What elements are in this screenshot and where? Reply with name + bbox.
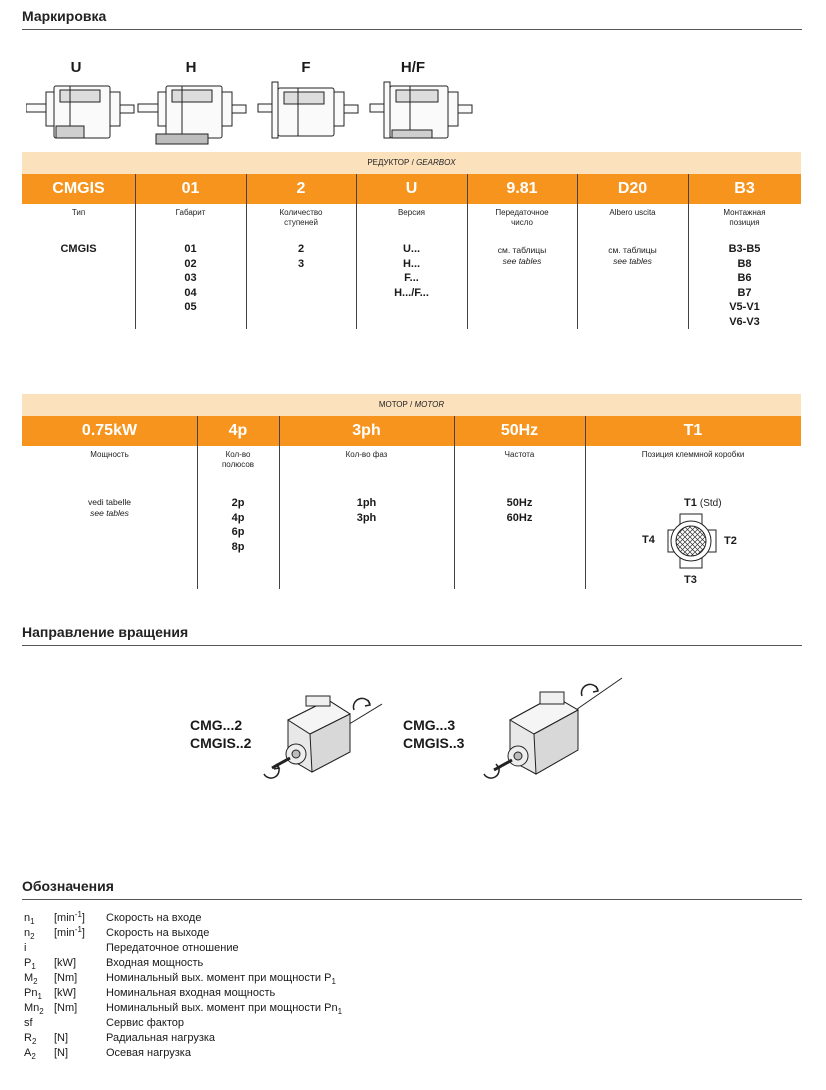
legend-symbol: $R_2$ [24, 1032, 37, 1046]
section-title-rotation: Направление вращения [22, 624, 189, 640]
gearbox-code-shaft: D20 [617, 180, 648, 197]
legend-description: Входная мощность [106, 957, 204, 969]
motor-code-terminal: T1 [683, 422, 703, 439]
section-title-legend: Обозначения [22, 878, 114, 894]
rotation-diagram-three-stage [470, 670, 630, 800]
legend-description: Номинальная входная мощность [106, 987, 276, 999]
terminal-box-diagram [660, 512, 724, 570]
gearbox-values-version: U... H... F... H.../F... [394, 243, 429, 299]
motor-column-separator [585, 416, 586, 589]
gearbox-values-type: CMGIS [60, 243, 97, 255]
gearbox-code-type: CMGIS [52, 180, 105, 197]
motor-power-note: vedi tabelle see tables [87, 497, 131, 518]
legend-symbol: $P_1$ [24, 957, 36, 971]
gearbox-code-size: 01 [181, 180, 200, 197]
variant-label-h: H [185, 59, 197, 76]
variant-label-u: U [70, 59, 82, 76]
terminal-t2-label: T2 [724, 535, 737, 547]
legend-symbol: $Pn_1$ [24, 987, 42, 1001]
motor-code-power: 0.75kW [81, 422, 138, 439]
legend-symbol: $A_2$ [24, 1047, 36, 1061]
legend-unit: $[\min^{-1}]$ [54, 925, 85, 939]
gearbox-values-stages: 2 3 [297, 243, 305, 270]
gearbox-header-mounting: Монтажная позиция [723, 208, 766, 227]
gearbox-header-ratio: Передаточное число [495, 208, 549, 227]
variant-label-f: F [301, 59, 311, 76]
legend-description: Передаточное отношение [106, 942, 239, 954]
gearbox-code-stages: 2 [296, 180, 306, 197]
legend-description: Скорость на выходе [106, 927, 210, 939]
variant-label-hf: H/F [400, 59, 426, 76]
legend-symbol: i [24, 942, 27, 954]
legend-symbol: $M_2$ [24, 972, 38, 986]
gearbox-header-size: Габарит [175, 208, 206, 217]
motor-band-label-en: MOTOR [414, 400, 445, 409]
motor-code-poles: 4p [228, 422, 248, 439]
gearbox-h-drawing [138, 86, 246, 144]
legend-unit: [kW] [54, 987, 76, 999]
rotation-diagram-two-stage [250, 680, 390, 800]
gearbox-code-ratio: 9.81 [506, 180, 538, 197]
gearbox-code-mounting: B3 [734, 180, 755, 197]
legend-symbol: $n_2$ [24, 927, 35, 941]
motor-band: МОТОР / MOTOR [22, 394, 801, 416]
gearbox-code-bar [22, 174, 801, 204]
gearbox-u-drawing [26, 86, 134, 138]
gearbox-hf-drawing [370, 82, 472, 138]
motor-header-phases: Кол-во фаз [345, 450, 388, 459]
legend-unit: $[\min^{-1}]$ [54, 910, 85, 924]
terminal-t1-label: T1 (Std) [684, 497, 722, 509]
legend-description: Скорость на входе [106, 912, 202, 924]
legend-unit: [Nm] [54, 972, 78, 984]
legend-unit: [N] [54, 1032, 69, 1044]
gearbox-values-mounting: B3-B5 B8 B6 B7 V5-V1 V6-V3 [728, 243, 761, 328]
section-divider [22, 29, 802, 30]
legend-unit: [N] [54, 1047, 69, 1059]
legend-description: Радиальная нагрузка [106, 1032, 216, 1044]
section-divider [22, 899, 802, 900]
gearbox-band: РЕДУКТОР / GEARBOX [22, 152, 801, 174]
rotation-label-three-stage: CMG...3 CMGIS..3 [403, 717, 465, 751]
gearbox-values-size: 01 02 03 04 05 [184, 243, 197, 313]
gearbox-code-version: U [405, 180, 418, 197]
motor-values-frequency: 50Hz 60Hz [506, 497, 533, 524]
terminal-t4-label: T4 [642, 534, 655, 546]
legend-description: Сервис фактор [106, 1017, 184, 1029]
section-divider [22, 645, 802, 646]
legend-unit: [kW] [54, 957, 76, 969]
motor-values-poles: 2p 4p 6p 8p [231, 497, 245, 553]
motor-header-terminal: Позиция клеммной коробки [641, 450, 745, 459]
legend-symbol: $n_1$ [24, 912, 35, 926]
gearbox-shaft-note: см. таблицы see tables [608, 245, 657, 266]
legend-description: Номинальный вых. момент при мощности $P_1$ [106, 972, 336, 986]
gearbox-band-label-en: GEARBOX [416, 158, 456, 167]
terminal-t3-label: T3 [684, 574, 697, 586]
legend-symbol: sf [24, 1017, 33, 1029]
motor-header-power: Мощность [90, 450, 129, 459]
legend-description: Номинальный вых. момент при мощности $Pn_1$ [106, 1002, 343, 1016]
legend-symbol: $Mn_2$ [24, 1002, 44, 1016]
gearbox-ratio-note: см. таблицы see tables [497, 245, 547, 266]
motor-code-frequency: 50Hz [500, 422, 539, 439]
motor-code-phases: 3ph [352, 422, 381, 439]
section-title-marking: Маркировка [22, 8, 107, 24]
legend-unit: [Nm] [54, 1002, 78, 1014]
gearbox-band-label: РЕДУКТОР [367, 158, 410, 167]
motor-band-label: МОТОР [378, 400, 408, 409]
gearbox-header-shaft: Albero uscita [609, 208, 656, 217]
motor-code-bar [22, 416, 801, 446]
rotation-label-two-stage: CMG...2 CMGIS..2 [190, 717, 252, 751]
motor-header-frequency: Частота [504, 450, 535, 459]
motor-values-phases: 1ph 3ph [356, 497, 377, 524]
gearbox-header-version: Версия [397, 208, 426, 217]
gearbox-header-type: Тип [71, 208, 86, 217]
gearbox-variants-illustration [26, 78, 486, 148]
motor-header-poles: Кол-во полюсов [221, 450, 255, 469]
gearbox-header-stages: Количество ступеней [279, 208, 323, 227]
gearbox-f-drawing [258, 82, 358, 138]
legend-description: Осевая нагрузка [106, 1047, 191, 1059]
